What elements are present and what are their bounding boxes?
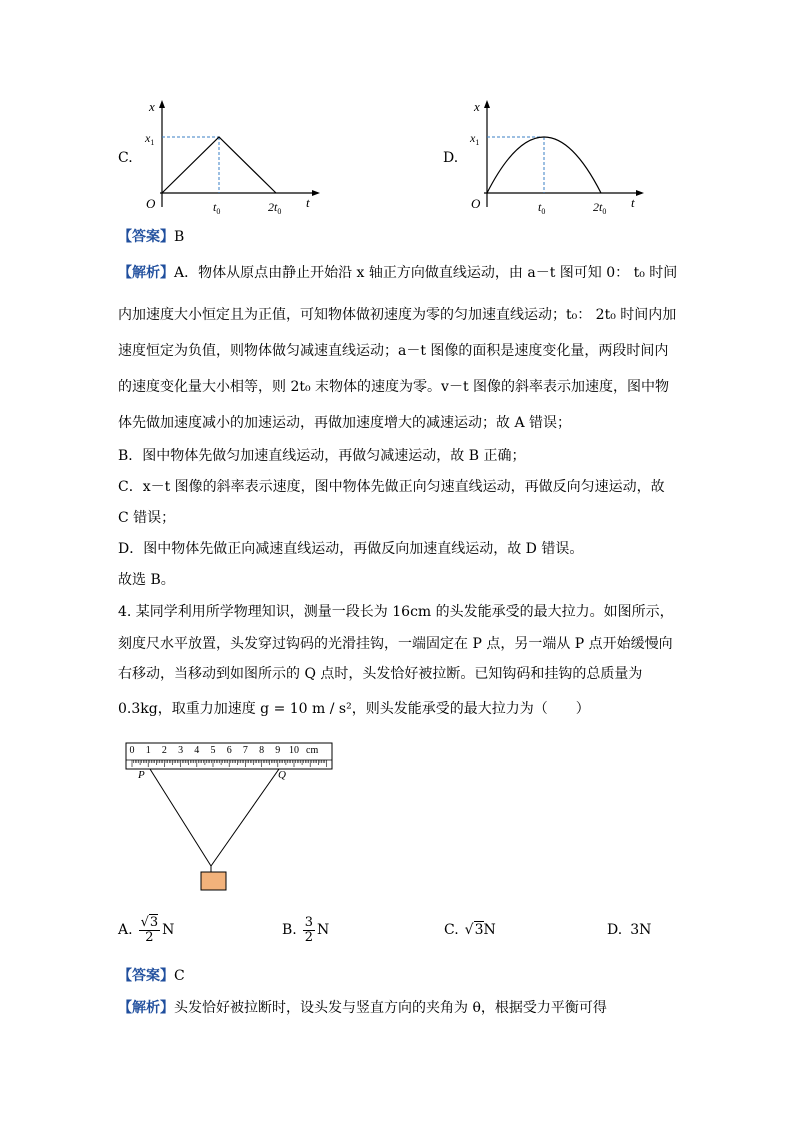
option-a-radicand: 3 bbox=[149, 914, 159, 930]
option-b-fraction bbox=[303, 916, 315, 945]
answer-tag: 【答案】 bbox=[118, 229, 174, 245]
ruler-tick-label: 8 bbox=[259, 745, 265, 756]
graph-d-x-label: x bbox=[474, 99, 480, 114]
option-b-unit: N bbox=[317, 922, 330, 938]
question-4-line-2: 右移动，当移动到如图所示的 Q 点时，头发恰好被拉断。已知钩码和挂钩的总质量为 bbox=[118, 666, 643, 682]
option-d-value: 3N bbox=[630, 922, 652, 938]
graph-c-t-label: t bbox=[306, 195, 310, 210]
ruler-tick-label: 10 bbox=[289, 745, 299, 756]
graph-d-2t0-label: $2t_0$ bbox=[593, 200, 607, 216]
option-a-numerator: √3 bbox=[140, 914, 159, 930]
graph-d-x-arrow bbox=[484, 100, 490, 108]
option-d bbox=[607, 918, 651, 942]
analysis-1-line-5: B．图中物体先做匀加速直线运动，再做匀减速运动，故 B 正确； bbox=[118, 448, 526, 464]
question-4-line-0: 4. 某同学利用所学物理知识，测量一段长为 16cm 的头发能承受的最大拉力。如图所示， bbox=[118, 604, 674, 620]
analysis-1-line-7: C 错误； bbox=[118, 510, 176, 526]
ruler-tick-label: 4 bbox=[194, 745, 200, 756]
option-c-sqrt: √3 bbox=[464, 922, 484, 938]
option-c bbox=[444, 918, 496, 942]
analysis-1-line-9: 故选 B。 bbox=[118, 572, 175, 588]
point-p-label: P bbox=[138, 769, 145, 781]
ruler-tick-label: 1 bbox=[145, 745, 151, 756]
option-d-label: D. bbox=[443, 150, 459, 166]
analysis-2-tag: 【解析】 bbox=[118, 1000, 174, 1016]
ruler-tick-label: 7 bbox=[242, 745, 248, 756]
ruler-tick-label: 3 bbox=[178, 745, 184, 756]
answer-value: B bbox=[174, 229, 185, 245]
point-q-label: Q bbox=[278, 769, 286, 781]
ruler-unit: cm bbox=[306, 745, 319, 756]
analysis-1-line-2: 速度恒定为负值，则物体做匀减速直线运动；a－t 图像的面积是速度变化量，两段时间内 bbox=[118, 343, 669, 359]
graph-d bbox=[466, 95, 656, 220]
answer-2 bbox=[118, 966, 185, 986]
option-a-label: A. bbox=[118, 922, 133, 938]
option-b-label: B. bbox=[282, 922, 297, 938]
option-d-label: D. bbox=[607, 922, 623, 938]
analysis-1-line-6: C．x－t 图像的斜率表示速度，图中物体先做正向匀速直线运动，再做反向匀速运动，故 bbox=[118, 479, 665, 495]
option-b-denominator: 2 bbox=[304, 929, 314, 945]
graph-d-origin: O bbox=[471, 196, 481, 211]
analysis-2 bbox=[118, 998, 607, 1018]
answer-1 bbox=[118, 227, 184, 247]
graph-c bbox=[140, 95, 330, 220]
option-a-fraction bbox=[139, 916, 161, 945]
option-c-unit: N bbox=[483, 922, 496, 938]
ruler-tick-label: 9 bbox=[275, 745, 281, 756]
graph-c-x1-label: $x_1$ bbox=[145, 131, 155, 147]
option-a-denominator: 2 bbox=[145, 929, 154, 945]
question-4-line-3: 0.3kg，取重力加速度 g = 10 m / s²，则头发能承受的最大拉力为（ ） bbox=[118, 701, 590, 717]
graph-c-2t0-label: $2t_0$ bbox=[268, 200, 282, 216]
hair-left bbox=[150, 769, 211, 866]
analysis-2-text: 头发恰好被拉断时，设头发与竖直方向的夹角为 θ，根据受力平衡可得 bbox=[174, 1000, 607, 1016]
question-4-line-1: 刻度尺水平放置，头发穿过钩码的光滑挂钩，一端固定在 P 点，另一端从 P 点开始缓慢向 bbox=[118, 636, 673, 652]
analysis-1-line-4: 体先做加速度减小的加速运动，再做加速度增大的减速运动；故 A 错误； bbox=[118, 415, 572, 431]
option-a bbox=[118, 914, 175, 945]
option-c-radicand: 3 bbox=[474, 922, 484, 938]
analysis-1-line-3: 的速度变化量大小相等，则 2t₀ 末物体的速度为零。v－t 图像的斜率表示加速度，图中物 bbox=[118, 379, 670, 395]
ruler-tick-label: 0 bbox=[129, 745, 135, 756]
analysis-tag: 【解析】 bbox=[118, 265, 174, 281]
option-b-numerator: 3 bbox=[304, 914, 314, 930]
ruler-tick-label: 2 bbox=[161, 745, 167, 756]
graph-d-t-label: t bbox=[631, 195, 635, 210]
answer-2-value: C bbox=[174, 968, 185, 984]
option-c-label: C. bbox=[118, 150, 133, 166]
hair-right bbox=[211, 769, 279, 866]
option-a-unit: N bbox=[162, 922, 175, 938]
graph-c-x-label: x bbox=[149, 99, 155, 114]
graph-d-t-arrow bbox=[636, 190, 644, 196]
analysis-1-line-0 bbox=[118, 263, 677, 283]
ruler-tick-label: 5 bbox=[210, 745, 216, 756]
analysis-text: A．物体从原点由静止开始沿 x 轴正方向做直线运动，由 a－t 图可知 0： t₀ 时间 bbox=[174, 265, 678, 281]
answer-2-tag: 【答案】 bbox=[118, 968, 174, 984]
graph-c-t0-label: $t_0$ bbox=[213, 200, 221, 216]
graph-c-origin: O bbox=[146, 196, 156, 211]
graph-c-x-arrow bbox=[159, 100, 165, 108]
option-c-label: C. bbox=[444, 922, 459, 938]
analysis-1-line-8: D．图中物体先做正向减速直线运动，再做反向加速直线运动，故 D 错误。 bbox=[118, 541, 584, 557]
graph-d-t0-label: $t_0$ bbox=[538, 200, 546, 216]
graph-d-x1-label: $x_1$ bbox=[470, 131, 480, 147]
analysis-1-line-1: 内加速度大小恒定且为正值，可知物体做初速度为零的匀加速直线运动；t₀： 2t₀ 时间内加 bbox=[118, 307, 677, 323]
ruler-diagram bbox=[120, 738, 340, 898]
ruler-tick-label: 6 bbox=[226, 745, 232, 756]
graph-c-t-arrow bbox=[312, 190, 320, 196]
weight-block bbox=[201, 872, 226, 890]
option-b bbox=[282, 914, 330, 945]
